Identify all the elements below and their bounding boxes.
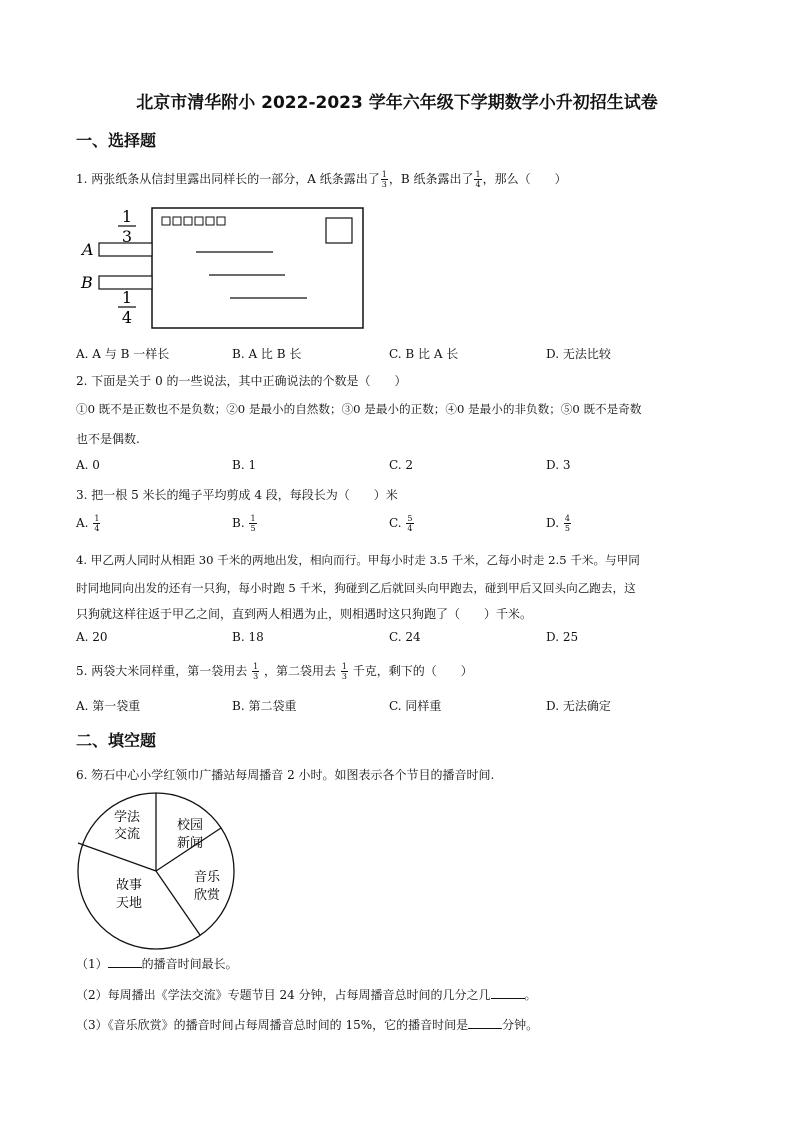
figure-label-b: B <box>81 273 93 292</box>
pie-label-gushi-1: 故事 <box>115 878 143 893</box>
q2-statements-line-2: 也不是偶数. <box>76 432 140 446</box>
section-heading-fill: 二、填空题 <box>76 731 157 750</box>
q6-blank-3[interactable] <box>468 1018 502 1029</box>
question-3: 3. 把一根 5 米长的绳子平均剪成 4 段，每段长为（ ）米 <box>76 488 398 502</box>
page-title: 北京市清华附小 2022-2023 学年六年级下学期数学小升初招生试卷 <box>136 93 658 113</box>
q1-fraction-1: $\frac{1}{3}$ <box>381 170 387 189</box>
figure-top-numerator: 1 <box>121 207 133 226</box>
q6-sub-3: （3）《音乐欣赏》的播音时间占每周播音总时间的 15%，它的播音时间是 分钟。 <box>76 1018 539 1032</box>
q3-option-b[interactable]: B. $\frac{1}{5}$ <box>232 514 256 533</box>
q1-text-c: ，那么（ ） <box>482 172 567 186</box>
question-4-line-3: 只狗就这样往返于甲乙之间，直到两人相遇为止，则相遇时这只狗跑了（ ）千米。 <box>76 607 533 621</box>
q3-option-c[interactable]: C. $\frac{5}{4}$ <box>389 514 413 533</box>
q3-option-d[interactable]: D. $\frac{4}{5}$ <box>546 514 570 533</box>
question-1 <box>76 170 567 189</box>
q1-text-b: ，B 纸条露出了 <box>388 172 474 186</box>
q1-fraction-2: $\frac{1}{4}$ <box>475 170 481 189</box>
pie-label-xuefa-2: 交流 <box>113 827 141 842</box>
q6-blank-2[interactable] <box>491 988 525 999</box>
pie-chart <box>76 791 236 951</box>
q1-option-c[interactable]: C. B 比 A 长 <box>389 347 459 361</box>
q6-sub-1: （1） 的播音时间最长。 <box>76 957 238 971</box>
q2-option-a[interactable]: A. 0 <box>76 458 100 472</box>
q5-option-c[interactable]: C. 同样重 <box>389 699 442 713</box>
figure-bottom-numerator: 1 <box>121 288 133 307</box>
q5-option-a[interactable]: A. 第一袋重 <box>76 699 141 713</box>
q5-fraction-2: $\frac{1}{3}$ <box>341 662 347 681</box>
question-2: 2. 下面是关于 0 的一些说法，其中正确说法的个数是（ ） <box>76 374 407 388</box>
q2-option-b[interactable]: B. 1 <box>232 458 257 472</box>
q4-option-a[interactable]: A. 20 <box>76 630 108 644</box>
envelope-figure <box>76 205 376 331</box>
q3-option-a[interactable]: A. $\frac{1}{4}$ <box>76 514 100 533</box>
figure-bottom-denominator: 4 <box>121 308 133 327</box>
q2-option-c[interactable]: C. 2 <box>389 458 414 472</box>
q6-blank-1[interactable] <box>108 957 142 968</box>
q1-option-a[interactable]: A. A 与 B 一样长 <box>76 347 170 361</box>
q4-option-c[interactable]: C. 24 <box>389 630 421 644</box>
q4-option-d[interactable]: D. 25 <box>546 630 579 644</box>
q2-statements-line-1: ①0 既不是正数也不是负数；②0 是最小的自然数；③0 是最小的正数；④0 是最小的非负数；⑤0 既不是奇数 <box>76 402 642 416</box>
q5-fraction-1: $\frac{1}{3}$ <box>253 662 259 681</box>
section-heading-choice: 一、选择题 <box>76 131 157 150</box>
q1-text-a: 1. 两张纸条从信封里露出同样长的一部分，A 纸条露出了 <box>76 172 380 186</box>
pie-label-gushi-2: 天地 <box>115 896 143 911</box>
q1-option-b[interactable]: B. A 比 B 长 <box>232 347 302 361</box>
q6-sub-2: （2）每周播出《学法交流》专题节目 24 分钟，占每周播音总时间的几分之几 。 <box>76 988 537 1002</box>
question-5: 5. 两袋大米同样重，第一袋用去 $\frac{1}{3}$ ，第二袋用去 $\frac{1}{3}$ 千克，剩下的（ ） <box>76 662 473 681</box>
q5-option-b[interactable]: B. 第二袋重 <box>232 699 297 713</box>
question-4-line-1: 4. 甲乙两人同时从相距 30 千米的两地出发，相向而行。甲每小时走 3.5 千米，乙每小时走 2.5 千米。与甲同 <box>76 553 640 567</box>
pie-label-xiaoyuan-2: 新闻 <box>176 836 204 851</box>
q2-option-d[interactable]: D. 3 <box>546 458 571 472</box>
pie-label-xiaoyuan-1: 校园 <box>176 818 204 833</box>
q4-option-b[interactable]: B. 18 <box>232 630 264 644</box>
q5-option-d[interactable]: D. 无法确定 <box>546 699 611 713</box>
figure-label-a: A <box>82 240 94 259</box>
pie-label-yinyue-1: 音乐 <box>193 870 221 885</box>
q1-option-d[interactable]: D. 无法比较 <box>546 347 611 361</box>
pie-label-xuefa-1: 学法 <box>113 810 141 825</box>
question-6: 6. 笏石中心小学红领巾广播站每周播音 2 小时。如图表示各个节目的播音时间. <box>76 768 495 782</box>
figure-top-denominator: 3 <box>121 227 133 246</box>
pie-label-yinyue-2: 欣赏 <box>193 888 221 903</box>
question-4-line-2: 时同地同向出发的还有一只狗，每小时跑 5 千米，狗碰到乙后就回头向甲跑去，碰到甲后又回头向乙跑去，这 <box>76 581 636 595</box>
